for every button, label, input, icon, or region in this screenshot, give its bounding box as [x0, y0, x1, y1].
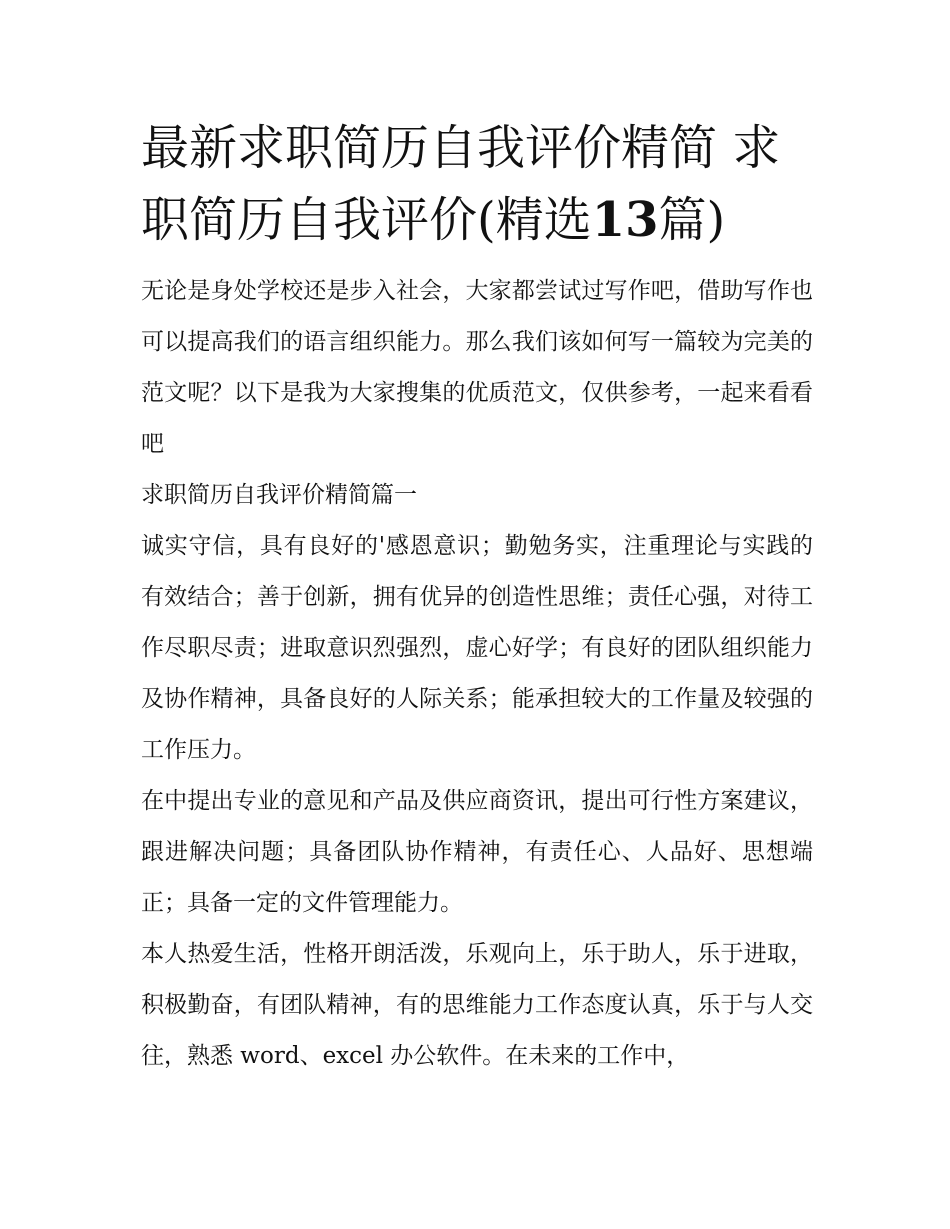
document-page: [141, 112, 813, 1082]
section-heading: 求职简历自我评价精简篇一: [141, 482, 417, 508]
body-paragraph: 诚实守信，具有良好的'感恩意识；勤勉务实，注重理论与实践的有效结合；善于创新，拥有优异的创造性思维；责任心强，对待工作尽职尽责；进取意识烈强烈，虚心好学；有良好的团队组织能力及协作精神，具备良好的人际关系；能承担较大的工作量及较强的工作压力。: [141, 533, 813, 763]
title-number: 13: [591, 192, 659, 248]
title-text: 最新求职简历自我评价精简 求职简历自我评价(精选: [141, 120, 781, 248]
document-title: [141, 112, 813, 256]
title-suffix: 篇): [658, 192, 726, 248]
body-paragraph: 在中提出专业的意见和产品及供应商资讯，提出可行性方案建议，跟进解决问题；具备团队协作精神，有责任心、人品好、思想端正；具备一定的文件管理能力。: [141, 788, 813, 916]
body-paragraph: 本人热爱生活，性格开朗活泼，乐观向上，乐于助人，乐于进取，积极勤奋，有团队精神，有的思维能力工作态度认真，乐于与人交往，熟悉 word、excel 办公软件。在未来的工作中，: [141, 941, 813, 1069]
document-body: [141, 266, 813, 1082]
intro-paragraph: 无论是身处学校还是步入社会，大家都尝试过写作吧，借助写作也可以提高我们的语言组织能力。那么我们该如何写一篇较为完美的范文呢？以下是我为大家搜集的优质范文，仅供参考，一起来看看吧: [141, 278, 813, 457]
